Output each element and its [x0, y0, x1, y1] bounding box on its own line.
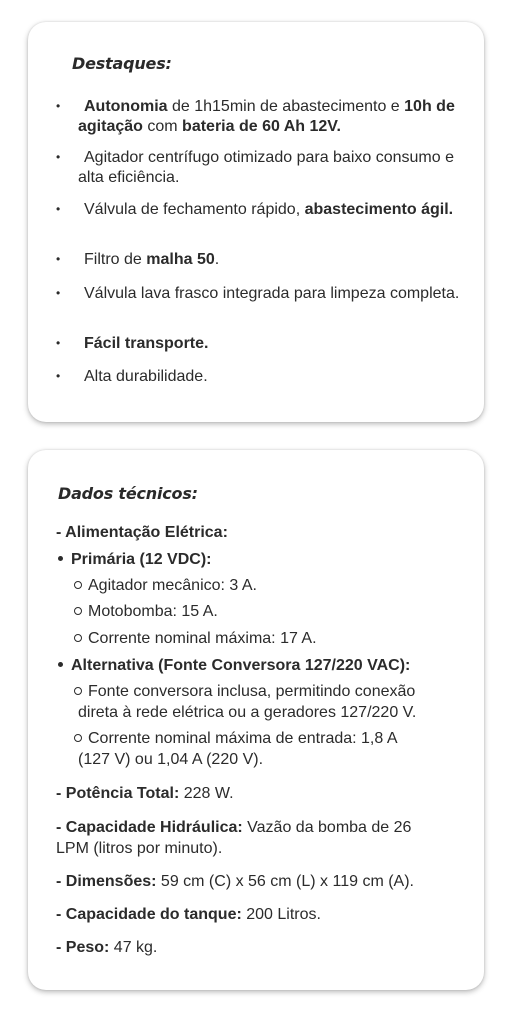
highlight-text	[78, 367, 468, 387]
highlight-fragment: Alta durabilidade.	[84, 368, 208, 385]
highlight-text	[78, 200, 468, 220]
highlight-fragment: Válvula lava frasco integrada para limpeza completa.	[84, 285, 460, 302]
specs-title: Dados técnicos:	[58, 484, 198, 503]
alternative-subitem	[74, 729, 398, 749]
bullet-dot: •	[56, 150, 61, 164]
highlight-fragment: Agitador centrífugo otimizado para baixo consumo e alta eficiência.	[78, 149, 454, 186]
highlight-text	[78, 284, 468, 304]
bullet-dot	[58, 662, 63, 667]
bullet-circle	[74, 734, 82, 742]
highlight-text	[78, 250, 468, 270]
alternative-subitem-continuation: (127 V) ou 1,04 A (220 V).	[78, 751, 264, 768]
highlight-fragment: .	[214, 251, 220, 268]
highlight-text	[78, 97, 468, 137]
power-supply-label: - Alimentação Elétrica:	[56, 524, 228, 541]
bullet-dot: •	[56, 99, 61, 113]
bullet-dot: •	[56, 336, 61, 350]
total-power-label: - Potência Total:	[56, 785, 180, 802]
bullet-dot	[58, 556, 63, 561]
highlight-fragment: de 1h15min de abastecimento e	[167, 98, 405, 115]
highlight-fragment: com	[142, 118, 183, 135]
highlight-text	[78, 334, 468, 354]
highlight-emphasis: Fácil transporte.	[84, 335, 209, 352]
bullet-circle	[74, 607, 82, 615]
alternative-subitem-text: Fonte conversora inclusa, permitindo conexão	[88, 683, 416, 700]
alternative-supply-label: Alternativa (Fonte Conversora 127/220 VAC):	[71, 657, 411, 674]
bullet-dot: •	[56, 202, 61, 216]
hydraulic-label: - Capacidade Hidráulica:	[56, 819, 243, 836]
highlight-emphasis: 10h de agitação	[78, 98, 455, 135]
bullet-circle	[74, 687, 82, 695]
primary-subitem	[74, 602, 218, 622]
highlights-title: Destaques:	[72, 54, 172, 73]
hydraulic-continuation: LPM (litros por minuto).	[56, 840, 223, 857]
bullet-dot: •	[56, 286, 61, 300]
primary-subitem	[74, 576, 257, 596]
highlight-emphasis: Autonomia	[84, 98, 168, 115]
tank-capacity-row	[56, 905, 321, 925]
highlights-card	[28, 22, 484, 422]
weight-row	[56, 938, 157, 958]
total-power-row	[56, 784, 234, 804]
bullet-circle	[74, 634, 82, 642]
dimensions-row	[56, 872, 414, 892]
primary-supply-label: Primária (12 VDC):	[71, 551, 212, 568]
alternative-subitem-continuation: direta à rede elétrica ou a geradores 127/220 V.	[78, 704, 417, 721]
weight-label: - Peso:	[56, 939, 110, 956]
primary-subitem-text: Corrente nominal máxima: 17 A.	[88, 630, 317, 647]
highlight-fragment: Filtro de	[84, 251, 147, 268]
bullet-dot: •	[56, 252, 61, 266]
highlight-text	[78, 148, 468, 188]
bullet-circle	[74, 581, 82, 589]
specs-card	[28, 450, 484, 990]
weight-value: 47 kg.	[109, 939, 158, 956]
alternative-subitem-text: Corrente nominal máxima de entrada: 1,8 A	[88, 730, 398, 747]
hydraulic-row	[56, 818, 411, 838]
dimensions-value: 59 cm (C) x 56 cm (L) x 119 cm (A).	[156, 873, 414, 890]
bullet-dot: •	[56, 369, 61, 383]
alternative-supply-item	[58, 656, 410, 676]
alternative-subitem	[74, 682, 415, 702]
total-power-value: 228 W.	[179, 785, 234, 802]
tank-capacity-label: - Capacidade do tanque:	[56, 906, 242, 923]
primary-supply-item	[58, 550, 212, 570]
highlight-emphasis: malha 50	[146, 251, 215, 268]
primary-subitem-text: Agitador mecânico: 3 A.	[88, 577, 257, 594]
highlight-fragment: Válvula de fechamento rápido,	[84, 201, 305, 218]
primary-subitem	[74, 629, 317, 649]
highlight-emphasis: abastecimento ágil.	[304, 201, 454, 218]
highlight-emphasis: bateria de 60 Ah 12V.	[182, 118, 341, 135]
tank-capacity-value: 200 Litros.	[241, 906, 321, 923]
dimensions-label: - Dimensões:	[56, 873, 157, 890]
hydraulic-value: Vazão da bomba de 26	[242, 819, 412, 836]
primary-subitem-text: Motobomba: 15 A.	[88, 603, 218, 620]
